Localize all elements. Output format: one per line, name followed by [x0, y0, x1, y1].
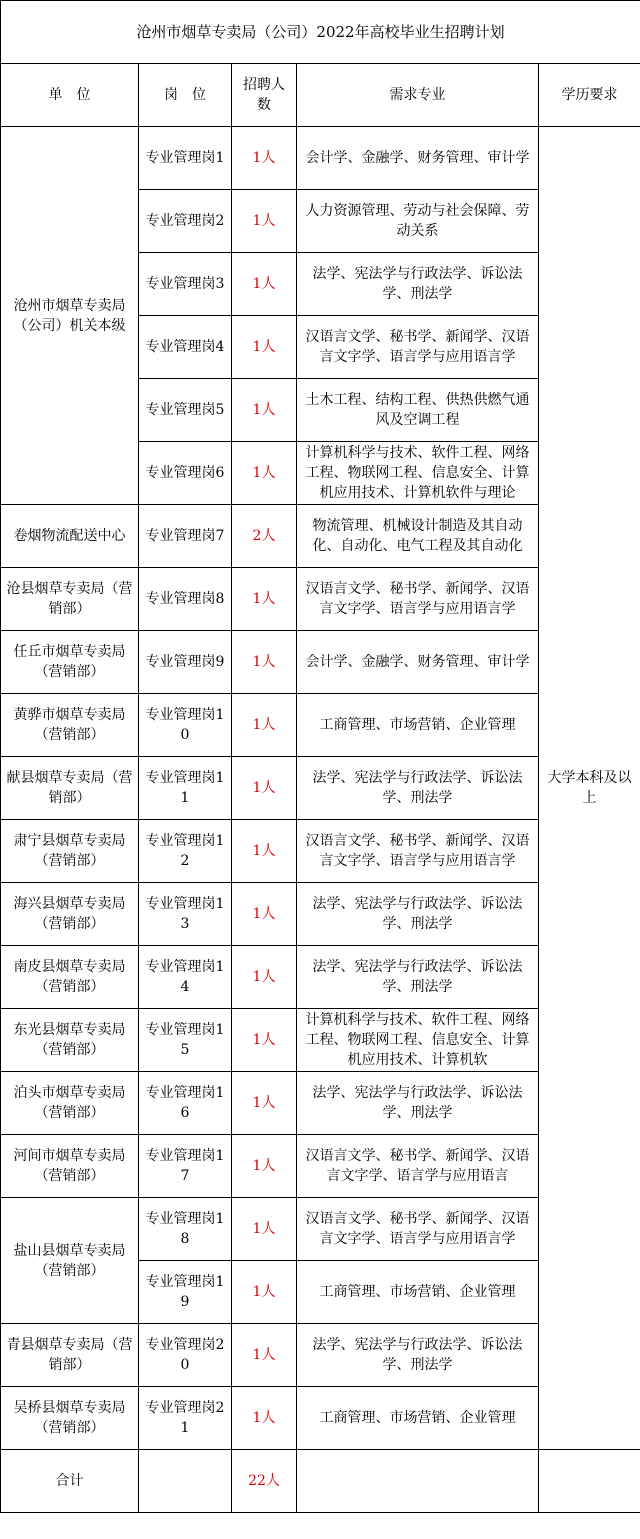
count-cell: 1人	[232, 820, 297, 883]
count-cell: 1人	[232, 127, 297, 190]
header-education: 学历要求	[539, 64, 640, 127]
unit-cell: 泊头市烟草专卖局（营销部）	[1, 1072, 139, 1135]
unit-cell: 肃宁县烟草专卖局（营销部）	[1, 820, 139, 883]
post-cell: 专业管理岗13	[139, 883, 232, 946]
major-cell: 工商管理、市场营销、企业管理	[297, 1387, 539, 1450]
post-cell: 专业管理岗21	[139, 1387, 232, 1450]
post-cell: 专业管理岗2	[139, 190, 232, 253]
unit-cell: 河间市烟草专卖局（营销部）	[1, 1135, 139, 1198]
post-cell: 专业管理岗11	[139, 757, 232, 820]
major-cell: 土木工程、结构工程、供热供燃气通风及空调工程	[297, 379, 539, 442]
count-cell: 1人	[232, 1135, 297, 1198]
post-cell: 专业管理岗8	[139, 568, 232, 631]
total-empty-post	[139, 1450, 232, 1513]
count-cell: 1人	[232, 379, 297, 442]
post-cell: 专业管理岗16	[139, 1072, 232, 1135]
major-cell: 会计学、金融学、财务管理、审计学	[297, 127, 539, 190]
major-cell: 计算机科学与技术、软件工程、网络工程、物联网工程、信息安全、计算机应用技术、计算机软件与理论	[297, 442, 539, 505]
count-cell: 2人	[232, 505, 297, 568]
count-cell: 1人	[232, 442, 297, 505]
unit-cell: 黄骅市烟草专卖局（营销部）	[1, 694, 139, 757]
major-cell: 工商管理、市场营销、企业管理	[297, 694, 539, 757]
header-post: 岗 位	[139, 64, 232, 127]
major-cell: 人力资源管理、劳动与社会保障、劳动关系	[297, 190, 539, 253]
post-cell: 专业管理岗3	[139, 253, 232, 316]
count-cell: 1人	[232, 946, 297, 1009]
count-cell: 1人	[232, 883, 297, 946]
total-empty-major	[297, 1450, 539, 1513]
unit-cell: 南皮县烟草专卖局（营销部）	[1, 946, 139, 1009]
post-cell: 专业管理岗18	[139, 1198, 232, 1261]
unit-cell: 青县烟草专卖局（营销部）	[1, 1324, 139, 1387]
major-cell: 汉语言文学、秘书学、新闻学、汉语言文字学、语言学与应用语言学	[297, 1198, 539, 1261]
unit-cell: 吴桥县烟草专卖局（营销部）	[1, 1387, 139, 1450]
count-cell: 1人	[232, 631, 297, 694]
count-cell: 1人	[232, 568, 297, 631]
count-cell: 1人	[232, 253, 297, 316]
total-empty-education	[539, 1450, 640, 1513]
major-cell: 会计学、金融学、财务管理、审计学	[297, 631, 539, 694]
post-cell: 专业管理岗1	[139, 127, 232, 190]
post-cell: 专业管理岗20	[139, 1324, 232, 1387]
count-cell: 1人	[232, 1198, 297, 1261]
unit-cell: 东光县烟草专卖局（营销部）	[1, 1009, 139, 1072]
table-row	[1, 127, 640, 190]
count-cell: 1人	[232, 316, 297, 379]
header-row	[1, 64, 640, 127]
major-cell: 法学、宪法学与行政法学、诉讼法学、刑法学	[297, 883, 539, 946]
post-cell: 专业管理岗5	[139, 379, 232, 442]
post-cell: 专业管理岗12	[139, 820, 232, 883]
major-cell: 法学、宪法学与行政法学、诉讼法学、刑法学	[297, 1324, 539, 1387]
post-cell: 专业管理岗7	[139, 505, 232, 568]
major-cell: 汉语言文学、秘书学、新闻学、汉语言文字学、语言学与应用语言	[297, 1135, 539, 1198]
title-row	[1, 1, 640, 64]
post-cell: 专业管理岗15	[139, 1009, 232, 1072]
count-cell: 1人	[232, 1324, 297, 1387]
count-cell: 1人	[232, 694, 297, 757]
major-cell: 物流管理、机械设计制造及其自动化、自动化、电气工程及其自动化	[297, 505, 539, 568]
header-major: 需求专业	[297, 64, 539, 127]
count-cell: 1人	[232, 1387, 297, 1450]
count-cell: 1人	[232, 757, 297, 820]
count-cell: 1人	[232, 1072, 297, 1135]
post-cell: 专业管理岗6	[139, 442, 232, 505]
unit-cell: 卷烟物流配送中心	[1, 505, 139, 568]
header-count: 招聘人数	[232, 64, 297, 127]
count-cell: 1人	[232, 1009, 297, 1072]
total-row	[1, 1450, 640, 1513]
unit-cell: 沧州市烟草专卖局（公司）机关本级	[1, 127, 139, 505]
major-cell: 法学、宪法学与行政法学、诉讼法学、刑法学	[297, 1072, 539, 1135]
unit-cell: 海兴县烟草专卖局（营销部）	[1, 883, 139, 946]
page-title: 沧州市烟草专卖局（公司）2022年高校毕业生招聘计划	[1, 1, 640, 64]
major-cell: 计算机科学与技术、软件工程、网络工程、物联网工程、信息安全、计算机应用技术、计算机软	[297, 1009, 539, 1072]
major-cell: 法学、宪法学与行政法学、诉讼法学、刑法学	[297, 253, 539, 316]
post-cell: 专业管理岗4	[139, 316, 232, 379]
unit-cell: 盐山县烟草专卖局（营销部）	[1, 1198, 139, 1324]
major-cell: 汉语言文学、秘书学、新闻学、汉语言文字学、语言学与应用语言学	[297, 568, 539, 631]
post-cell: 专业管理岗17	[139, 1135, 232, 1198]
education-cell: 大学本科及以上	[539, 127, 640, 1450]
unit-cell: 献县烟草专卖局（营销部）	[1, 757, 139, 820]
major-cell: 法学、宪法学与行政法学、诉讼法学、刑法学	[297, 946, 539, 1009]
unit-cell: 任丘市烟草专卖局（营销部）	[1, 631, 139, 694]
post-cell: 专业管理岗10	[139, 694, 232, 757]
major-cell: 汉语言文学、秘书学、新闻学、汉语言文字学、语言学与应用语言学	[297, 820, 539, 883]
post-cell: 专业管理岗14	[139, 946, 232, 1009]
major-cell: 法学、宪法学与行政法学、诉讼法学、刑法学	[297, 757, 539, 820]
count-cell: 1人	[232, 1261, 297, 1324]
total-count: 22人	[232, 1450, 297, 1513]
post-cell: 专业管理岗19	[139, 1261, 232, 1324]
major-cell: 汉语言文学、秘书学、新闻学、汉语言文字学、语言学与应用语言学	[297, 316, 539, 379]
unit-cell: 沧县烟草专卖局（营销部）	[1, 568, 139, 631]
post-cell: 专业管理岗9	[139, 631, 232, 694]
total-label: 合计	[1, 1450, 139, 1513]
header-unit: 单 位	[1, 64, 139, 127]
major-cell: 工商管理、市场营销、企业管理	[297, 1261, 539, 1324]
count-cell: 1人	[232, 190, 297, 253]
